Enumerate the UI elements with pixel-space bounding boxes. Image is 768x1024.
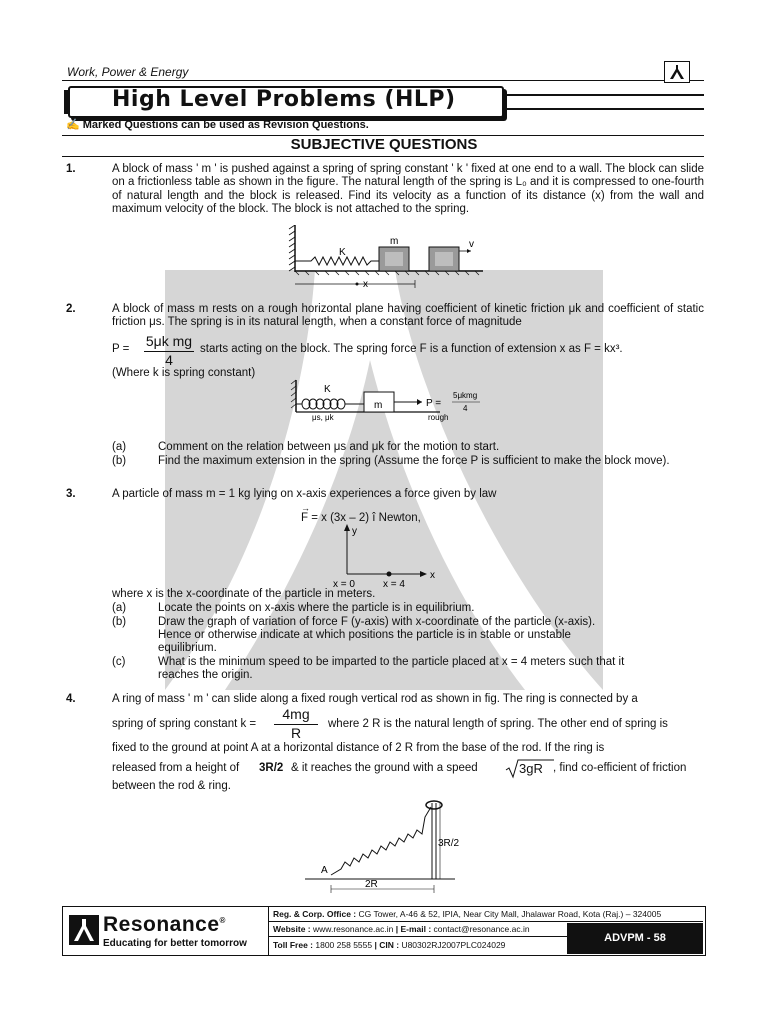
q3c-text: What is the minimum speed to be imparted to the particle placed at x = 4 meters such that it reaches the origin. (158, 656, 625, 682)
q3-fig-x: x (430, 570, 435, 581)
q4-line2a: spring of spring constant k = (112, 718, 257, 730)
email-link[interactable]: contact@resonance.ac.in (433, 924, 530, 934)
q1-number: 1. (66, 163, 76, 175)
q4-line1: A ring of mass ' m ' can slide along a fixed rough vertical rod as shown in fig. The ring is connected by a (112, 693, 638, 705)
q3-line1: A particle of mass m = 1 kg lying on x-axis experiences a force given by law (112, 488, 497, 500)
q3-fig-y: y (352, 526, 357, 537)
vector-arrow-icon: → (301, 503, 310, 513)
q4-sqrt-value: 3gR (519, 761, 543, 776)
q3-number: 3. (66, 488, 76, 500)
chapter-topic: Work, Power & Energy (67, 65, 189, 79)
pen-icon: ✍ (66, 119, 80, 131)
q2-line1: A block of mass m rests on a rough horizontal plane having coefficient of kinetic friction μk and coefficient of static friction μs. The spring is in its natural length, when a constant force of magnitude (112, 303, 704, 329)
q1-fig-v: v (469, 239, 474, 250)
q2-spring-force-figure (290, 378, 490, 422)
q3-axis-figure (325, 520, 445, 590)
q1-fig-k: K (339, 247, 346, 258)
q3-force-equation: F = x (3x – 2) î Newton, (301, 512, 421, 524)
q2-fig-p-num: 5μkmg (453, 391, 478, 400)
q2b-text: Find the maximum extension in the spring (Assume the force P is sufficient to make the block move). (158, 455, 670, 467)
q1-text: A block of mass ' m ' is pushed against a spring of spring constant ' k ' fixed at one end to a wall. The block can slide on a frictionless table as shown in the figure. The natural length of the spring is L₀ and it is compressed to one-fourth of natural length and the block is released. Find its velocity as a function of its distance (x) from the wall and maximum velocity of the block. The block is not attached to the spring. (112, 163, 704, 216)
q2-frac-numerator: 5μk mg (145, 333, 193, 349)
q3b-label: (b) (112, 616, 127, 628)
q4-frac-denominator: R (290, 725, 302, 741)
q4-line4a: released from a height of (112, 762, 240, 774)
q2b-label: (b) (112, 455, 127, 467)
q2-fig-mu: μs, μk (312, 413, 334, 422)
q4-ring-rod-figure (305, 795, 475, 895)
footer-contact: Website : www.resonance.ac.in | E-mail : contact@resonance.ac.in (269, 922, 567, 937)
q3a-label: (a) (112, 602, 127, 614)
banner-double-rule (504, 94, 704, 110)
q2-line3: (Where k is spring constant) (112, 367, 256, 379)
q3c-label: (c) (112, 656, 126, 668)
marked-note (66, 118, 369, 131)
q2-fig-k: K (324, 384, 331, 395)
hlp-banner (64, 86, 704, 118)
q4-line4d: , find co-efficient of friction (553, 762, 687, 774)
resonance-brand-icon (69, 915, 99, 945)
q4-fig-h: 3R/2 (438, 838, 460, 849)
q4-line4c: & it reaches the ground with a speed (291, 762, 478, 774)
q1-spring-block-figure (285, 225, 485, 290)
q2-frac-denominator: 4 (165, 352, 173, 368)
resonance-logo-icon (664, 61, 690, 83)
q1-fig-m: m (390, 236, 399, 247)
q2-number: 2. (66, 303, 76, 315)
q4-line3: fixed to the ground at point A at a horizontal distance of 2 R from the base of the rod. If the ring is (112, 742, 605, 754)
registered-mark: ® (219, 916, 226, 925)
footer (62, 906, 706, 956)
brand-tagline: Educating for better tomorrow (103, 938, 247, 949)
brand-name: Resonance® (103, 913, 226, 936)
q3-fig-x4: x = 4 (383, 579, 405, 590)
q3-fig-x0: x = 0 (333, 579, 355, 590)
section-rule-bottom (62, 156, 704, 157)
header-rule (62, 80, 704, 81)
q3b-text1: Draw the graph of variation of force F (y-axis) with x-coordinate of the particle (x-axis). (158, 616, 596, 628)
q2-fig-p-den: 4 (463, 404, 468, 413)
q3-line2: where x is the x-coordinate of the particle in meters. (112, 588, 376, 600)
section-title: SUBJECTIVE QUESTIONS (290, 136, 478, 153)
q2-fig-p: P = (426, 398, 442, 409)
q1-fig-x: x (363, 279, 368, 290)
q4-number: 4. (66, 693, 76, 705)
q4-fig-a: A (321, 865, 328, 876)
website-link[interactable]: www.resonance.ac.in (313, 924, 394, 934)
q2-line2: starts acting on the block. The spring force F is a function of extension x as F = kx³. (200, 343, 623, 355)
footer-brand (63, 907, 269, 955)
q2a-text: Comment on the relation between μs and μk for the motion to start. (158, 441, 500, 453)
q4-line5: between the rod & ring. (112, 780, 231, 792)
q3b-text2: Hence or otherwise indicate at which positions the particle is in stable or unstable equilibrium. (158, 629, 571, 655)
page-number: ADVPM - 58 (567, 923, 703, 954)
q2-p-label: P = (112, 343, 130, 355)
q4-fig-base: 2R (365, 879, 378, 890)
footer-tollfree: Toll Free : 1800 258 5555 | CIN : U80302RJ2007PLC024029 (273, 940, 506, 950)
q3a-text: Locate the points on x-axis where the particle is in equilibrium. (158, 602, 475, 614)
q4-line2b: where 2 R is the natural length of spring. The other end of spring is (328, 718, 668, 730)
q4-frac-numerator: 4mg (282, 706, 310, 722)
marked-note-text: Marked Questions can be used as Revision Questions. (82, 119, 369, 131)
q2a-label: (a) (112, 441, 127, 453)
q4-line4b: 3R/2 (259, 762, 284, 774)
q2-fig-m: m (374, 400, 383, 411)
q2-fig-rough: rough (428, 413, 449, 422)
banner-title: High Level Problems (HLP) (112, 87, 456, 112)
footer-office: Reg. & Corp. Office : CG Tower, A-46 & 52, IPIA, Near City Mall, Jhalawar Road, Kota (Raj.) – 324005 (269, 907, 703, 922)
